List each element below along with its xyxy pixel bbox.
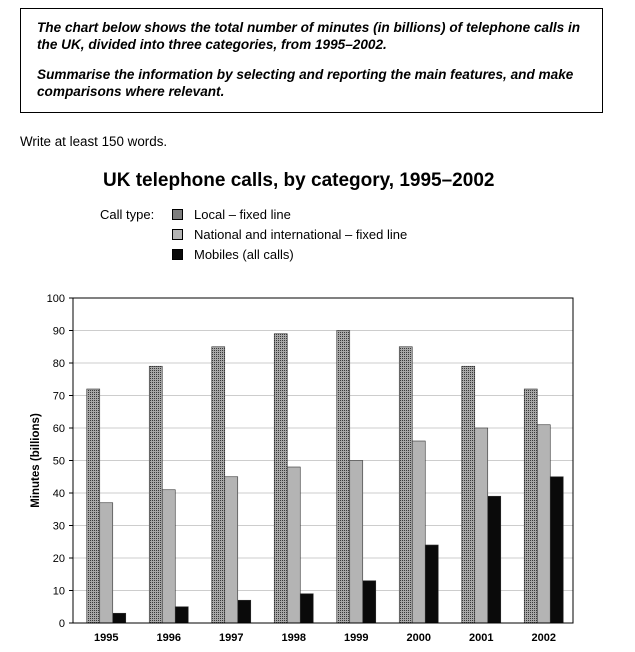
x-tick-label: 2002 bbox=[531, 632, 556, 644]
bar-national bbox=[475, 428, 488, 623]
y-tick-label: 100 bbox=[46, 293, 65, 305]
x-tick-label: 1995 bbox=[94, 632, 119, 644]
bar-local bbox=[212, 347, 225, 623]
bar-national bbox=[537, 425, 550, 623]
legend-text-mobiles: Mobiles (all calls) bbox=[194, 246, 294, 262]
y-tick-label: 10 bbox=[52, 585, 65, 598]
y-tick-label: 90 bbox=[52, 325, 65, 338]
x-tick-label: 1998 bbox=[281, 632, 306, 644]
bar-national bbox=[162, 490, 175, 623]
bar-mobiles bbox=[175, 607, 188, 623]
task-description: The chart below shows the total number of minutes (in billions) of telephone calls in the UK, divided into three categories, from 1995–2002. bbox=[37, 20, 581, 52]
bar-national bbox=[225, 477, 238, 623]
bars bbox=[87, 331, 564, 624]
y-tick-label: 30 bbox=[52, 520, 65, 533]
bar-local bbox=[274, 334, 287, 623]
bar-mobiles bbox=[550, 477, 563, 623]
y-tick-label: 50 bbox=[52, 455, 65, 468]
bar-mobiles bbox=[425, 545, 438, 623]
bar-mobiles bbox=[300, 594, 313, 623]
y-tick-label: 70 bbox=[52, 390, 65, 403]
x-tick-label: 1997 bbox=[219, 632, 244, 644]
y-axis-label: Minutes (billions) bbox=[30, 413, 42, 508]
chart-title: UK telephone calls, by category, 1995–2002 bbox=[103, 170, 495, 191]
y-tick-label: 40 bbox=[52, 488, 65, 500]
x-axis-ticks bbox=[94, 632, 556, 644]
bar-national bbox=[412, 441, 425, 623]
bar-mobiles bbox=[488, 496, 501, 623]
bar-national bbox=[287, 467, 300, 623]
y-axis-ticks bbox=[47, 293, 73, 630]
bar-local bbox=[87, 389, 100, 623]
bar-local bbox=[337, 331, 350, 624]
y-tick-label: 0 bbox=[58, 618, 65, 630]
bar-mobiles bbox=[238, 600, 251, 623]
bar-local bbox=[524, 389, 537, 623]
legend-title: Call type: bbox=[100, 207, 155, 222]
bar-local bbox=[462, 366, 475, 623]
x-tick-label: 1999 bbox=[344, 632, 369, 644]
y-tick-label: 60 bbox=[52, 423, 65, 435]
legend-text-local: Local – fixed line bbox=[194, 206, 291, 222]
y-tick-label: 20 bbox=[52, 553, 65, 565]
bar-local bbox=[399, 347, 412, 623]
legend-text-national: National and international – fixed line bbox=[194, 226, 408, 242]
bar-local bbox=[149, 366, 162, 623]
bar-national bbox=[100, 503, 113, 623]
x-tick-label: 2000 bbox=[406, 632, 431, 644]
x-tick-label: 2001 bbox=[469, 632, 494, 644]
bar-mobiles bbox=[363, 581, 376, 623]
x-tick-label: 1996 bbox=[156, 632, 181, 644]
bar-mobiles bbox=[113, 613, 126, 623]
task-instruction: Summarise the information by selecting and reporting the main features, and make comparisons where relevant. bbox=[37, 67, 574, 99]
word-count-instruction: Write at least 150 words. bbox=[20, 134, 168, 149]
y-tick-label: 80 bbox=[52, 358, 65, 370]
bar-national bbox=[350, 461, 363, 624]
